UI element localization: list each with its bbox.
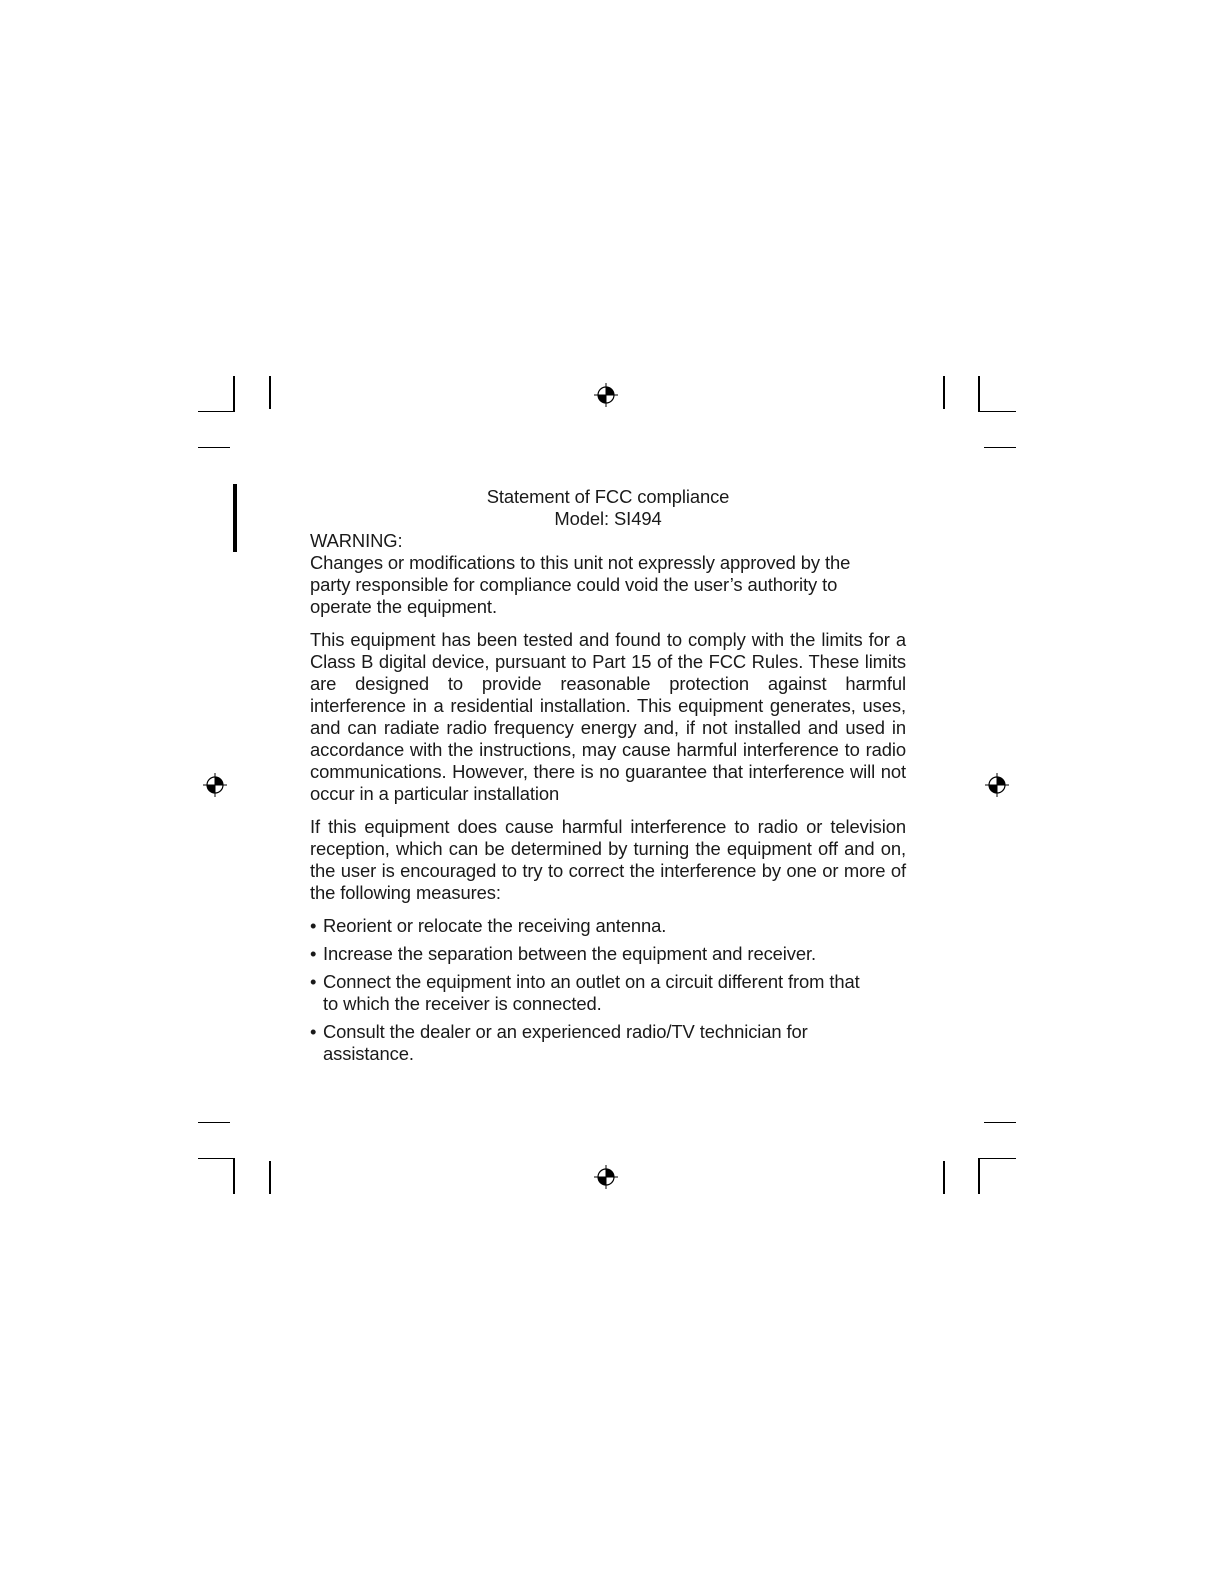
crop-mark-top-right-bleed [984,447,1016,448]
fcc-statement [310,486,906,1071]
measures-list [310,915,906,1065]
list-item [310,943,879,965]
crop-mark-bottom-right-bleed [984,1122,1016,1123]
crop-mark-bottom-left-bleed [198,1122,230,1123]
crop-mark-bottom-left-vertical-outer [233,1158,235,1194]
crop-mark-top-left-vertical-inner [269,376,271,409]
list-item [310,1021,879,1065]
registration-target-icon [203,773,227,797]
bullet-icon: • [310,943,317,964]
crop-mark-top-right-vertical-outer [978,376,980,412]
registration-target-icon [594,1165,618,1189]
crop-mark-bottom-right-horizontal [978,1158,1016,1159]
crop-mark-bottom-left-horizontal [198,1158,235,1159]
interference-paragraph: If this equipment does cause harmful interference to radio or television reception, which can be determined by turning the equipment off and on, the user is encouraged to try to correct the interference by one or more of the following measures: [310,816,906,903]
document-title: Statement of FCC compliance [486,486,730,507]
compliance-paragraph: This equipment has been tested and found to comply with the limits for a Class B digital device, pursuant to Part 15 of the FCC Rules. These limits are designed to provide reasonable protection against harmful interference in a residential installation. This equipment generates, uses, and can radiate radio frequency energy and, if not installed and used in accordance with the instructions, may cause harmful interference to radio communications. However, there is no guarantee that interference will not occur in a particular installation [310,629,906,804]
crop-mark-bottom-left-vertical-inner [269,1161,271,1194]
margin-bar-mark [233,484,237,552]
warning-heading: WARNING: [310,530,403,551]
registration-target-icon [985,773,1009,797]
crop-mark-top-left-bleed [198,447,230,448]
crop-mark-top-right-vertical-inner [943,376,945,409]
list-item [310,915,879,937]
warning-paragraph: Changes or modifications to this unit not expressly approved by the party responsible for compliance could void the user’s authority to operate the equipment. [310,552,851,617]
bullet-icon: • [310,915,317,936]
crop-mark-top-left-vertical-outer [233,376,235,412]
list-item-text: Consult the dealer or an experienced radio/TV technician for assistance. [323,1021,808,1064]
bullet-icon: • [310,1021,317,1042]
crop-mark-bottom-right-vertical-outer [978,1158,980,1194]
crop-mark-bottom-right-vertical-inner [943,1161,945,1194]
list-item-text: Increase the separation between the equipment and receiver. [323,943,817,964]
crop-mark-top-left-horizontal [198,411,235,412]
model-number: Model: SI494 [554,508,662,529]
list-item-text: Reorient or relocate the receiving antenna. [323,915,667,936]
list-item [310,971,879,1015]
bullet-icon: • [310,971,317,992]
list-item-text: Connect the equipment into an outlet on a circuit different from that to which the receiver is connected. [323,971,860,1014]
crop-mark-top-right-horizontal [978,411,1016,412]
registration-target-icon [594,383,618,407]
